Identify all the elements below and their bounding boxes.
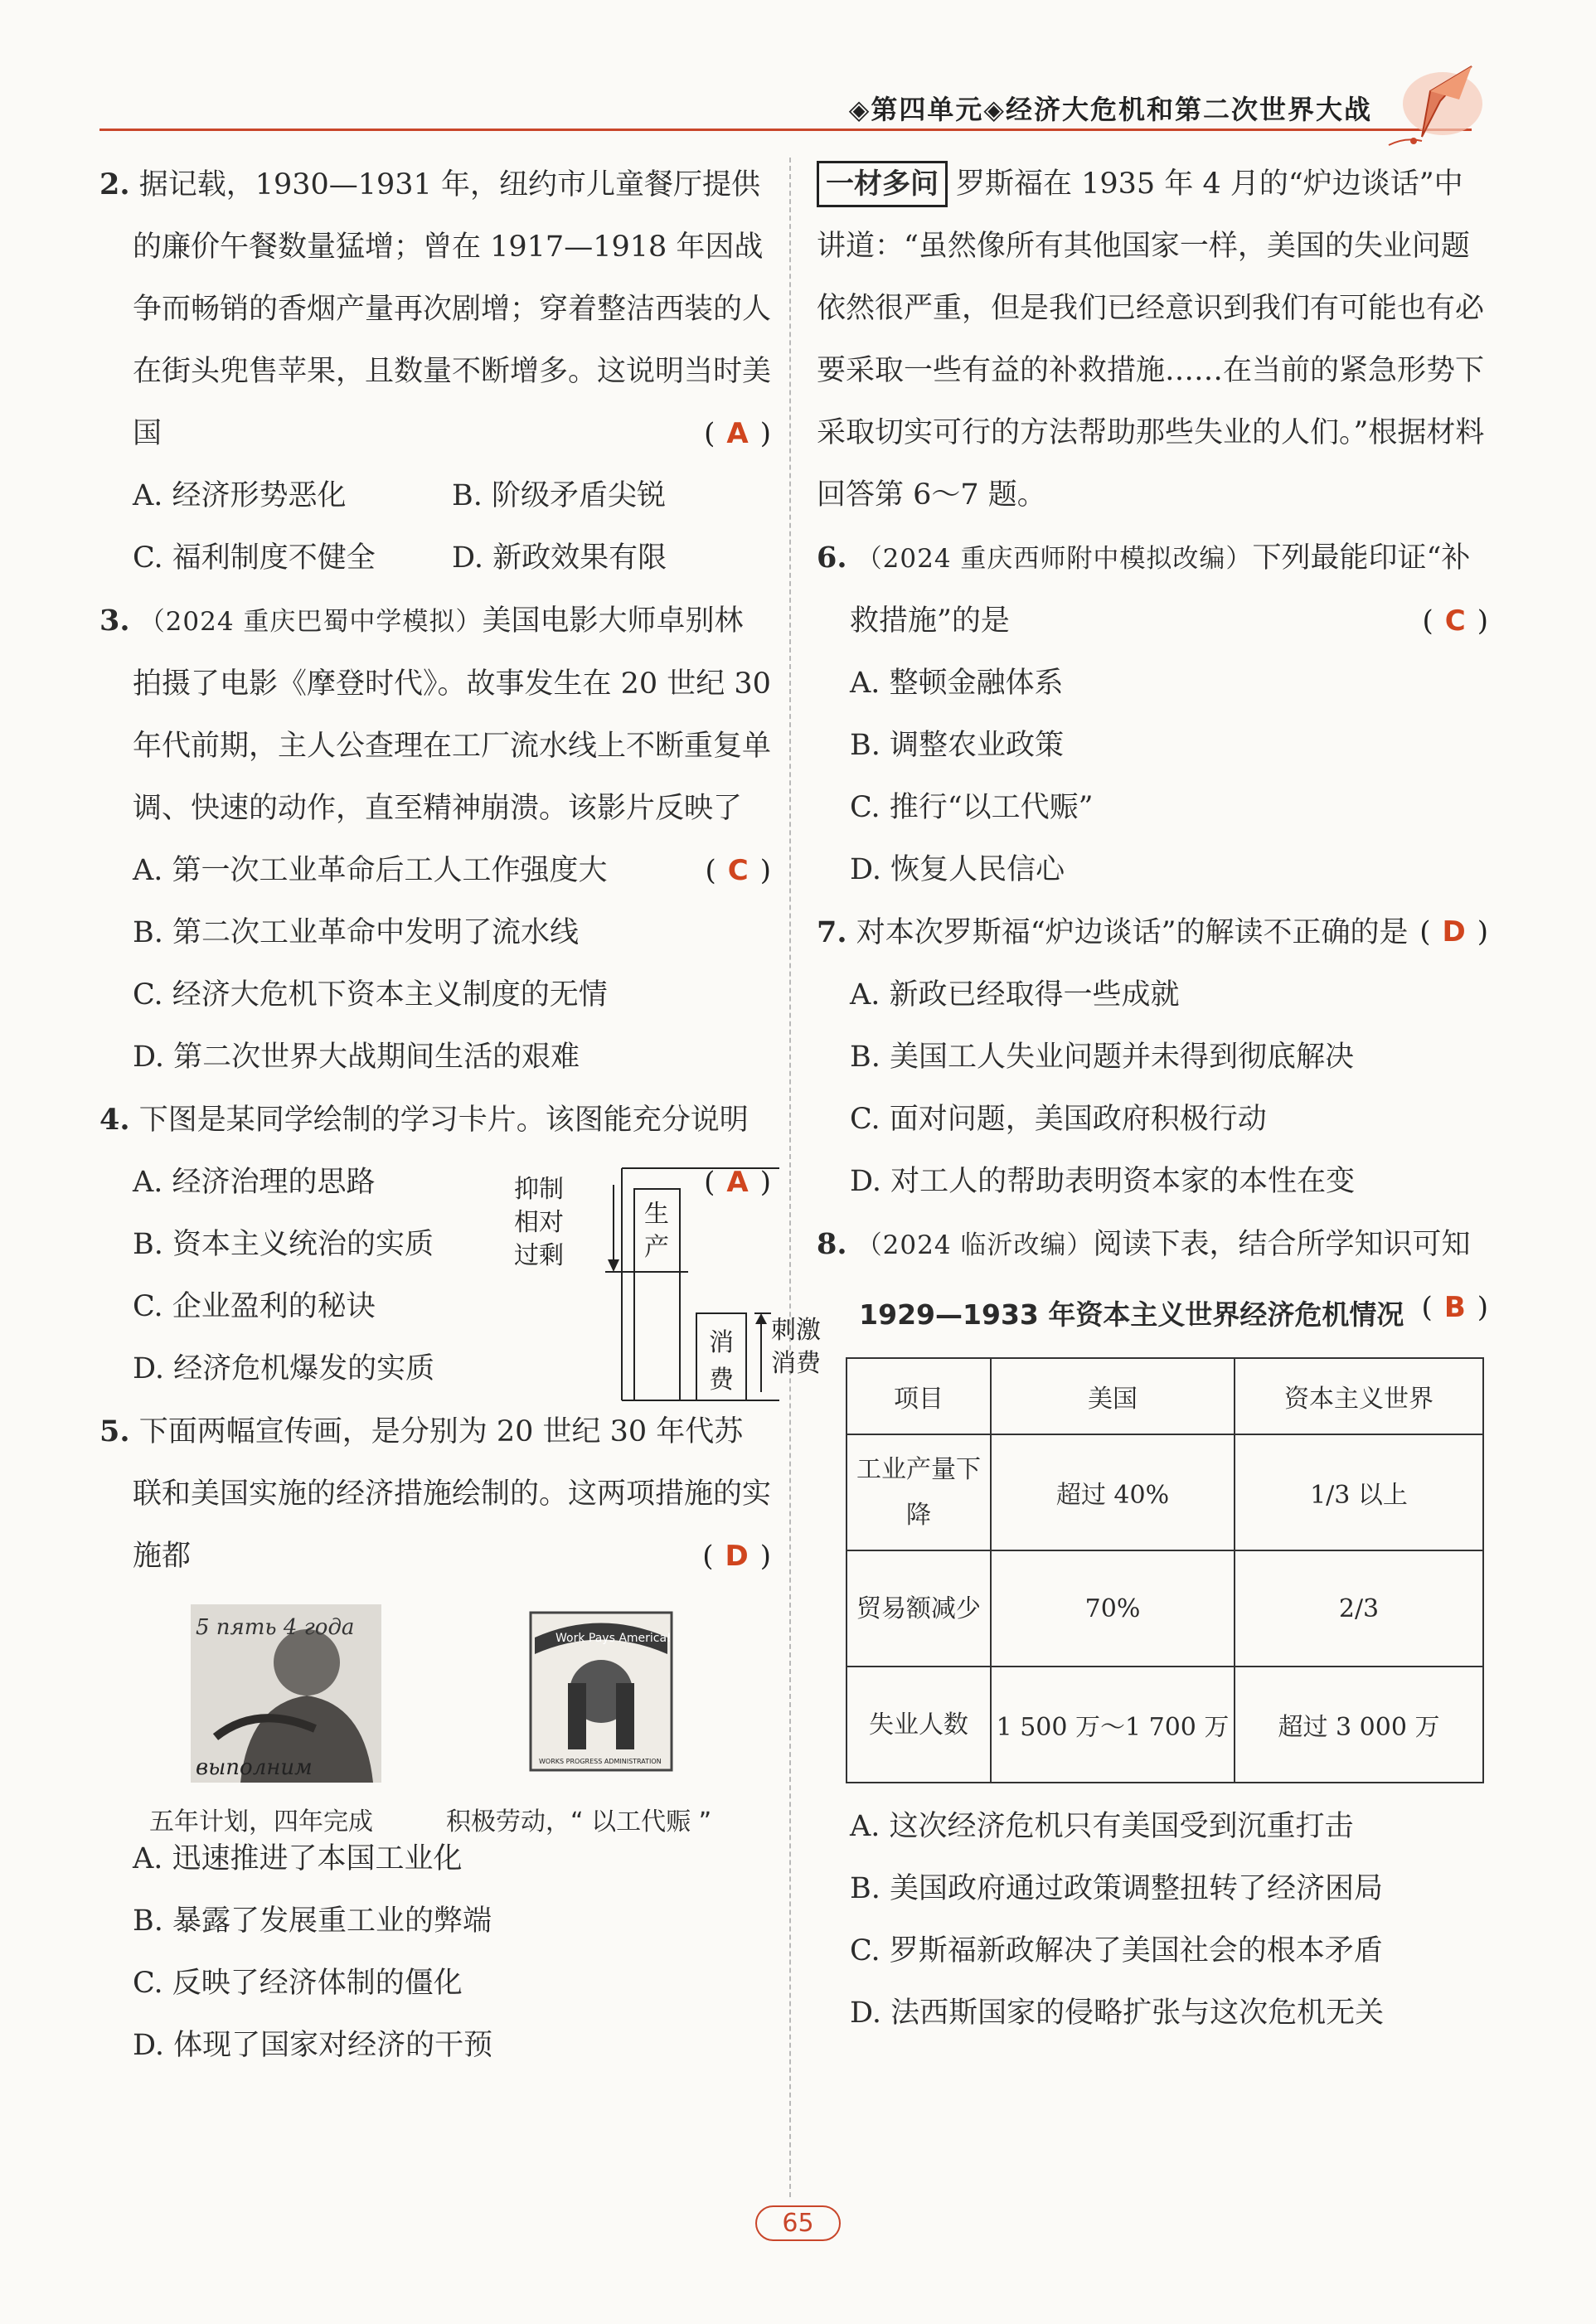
option-a[interactable]: A. 新政已经取得一些成就 bbox=[850, 978, 1180, 1012]
right-column bbox=[817, 153, 1488, 2045]
option-c[interactable]: C. 推行“以工代赈” bbox=[850, 791, 1094, 824]
question-text: 对本次罗斯福“炉边谈话”的解读不正确的是 bbox=[856, 916, 1409, 949]
diagram-label: 消费 bbox=[771, 1349, 821, 1378]
table-header: 资本主义世界 bbox=[1235, 1358, 1483, 1434]
answer-letter: A bbox=[726, 417, 749, 450]
pen-decoration-icon bbox=[1380, 58, 1488, 149]
learning-card-diagram bbox=[497, 1152, 821, 1417]
question-text: 据记载，1930—1931 年，纽约市儿童餐厅提供的廉价午餐数量猛增；曾在 1917—1918 年因战争而畅销的香烟产量再次剧增；穿着整洁西装的人在街头兜售苹果，且数量不断增多。这说明当时美国 bbox=[133, 168, 772, 450]
option-b[interactable]: B. 暴露了发展重工业的弊端 bbox=[133, 1904, 492, 1938]
poster-caption: 五年计划，四年完成 bbox=[149, 1807, 373, 1836]
material-text: 罗斯福在 1935 年 4 月的“炉边谈话”中讲道：“虽然像所有其他国家一样，美国的失业问题依然很严重，但是我们已经意识到我们有可能也有必要采取一些有益的补救措施……在当前的紧急形势下采取切实可行的方法帮助那些失业的人们。”根据材料回答第 6～7 题。 bbox=[817, 167, 1485, 512]
question-4 bbox=[99, 1089, 821, 1400]
question-4-body bbox=[99, 1152, 821, 1400]
material-passage bbox=[817, 153, 1488, 526]
question-6 bbox=[817, 526, 1488, 901]
propaganda-posters bbox=[99, 1604, 771, 1836]
question-5 bbox=[99, 1400, 771, 2077]
option-c[interactable]: C. 经济大危机下资本主义制度的无情 bbox=[133, 978, 608, 1012]
option-b[interactable]: B. 资本主义统治的实质 bbox=[133, 1228, 434, 1261]
question-2 bbox=[99, 153, 771, 589]
option-c[interactable]: C. 企业盈利的秘诀 bbox=[133, 1290, 376, 1323]
table-cell: 1/3 以上 bbox=[1235, 1434, 1483, 1550]
option-a[interactable]: A. 迅速推进了本国工业化 bbox=[133, 1842, 463, 1875]
question-source: （2024 临沂改编） bbox=[856, 1230, 1094, 1260]
diagram-label: 刺激 bbox=[771, 1316, 821, 1345]
diagram-label: 费 bbox=[709, 1366, 734, 1395]
diagram-label: 生 bbox=[644, 1200, 669, 1229]
option-d[interactable]: D. 经济危机爆发的实质 bbox=[133, 1352, 435, 1385]
question-text: 下面两幅宣传画，是分别为 20 世纪 30 年代苏联和美国实施的经济措施绘制的。这两项措施的实施都 bbox=[133, 1415, 772, 1573]
diagram-label: 抑制 bbox=[514, 1175, 564, 1204]
page-number: 65 bbox=[755, 2205, 840, 2241]
option-c[interactable]: C. 福利制度不健全 bbox=[133, 541, 376, 575]
table-cell: 超过 3 000 万 bbox=[1235, 1667, 1483, 1783]
question-number: 3. bbox=[99, 604, 130, 638]
table-cell: 失业人数 bbox=[847, 1667, 991, 1783]
option-c[interactable]: C. 面对问题，美国政府积极行动 bbox=[850, 1103, 1267, 1136]
answer-letter: B bbox=[1443, 1291, 1466, 1324]
option-d[interactable]: D. 对工人的帮助表明资本家的本性在变 bbox=[850, 1165, 1356, 1198]
answer-bracket: ( D ) bbox=[702, 1540, 771, 1573]
question-7 bbox=[817, 901, 1488, 1213]
option-b[interactable]: B. 美国工人失业问题并未得到彻底解决 bbox=[850, 1041, 1354, 1074]
question-text: 美国电影大师卓别林拍摄了电影《摩登时代》。故事发生在 20 世纪 30 年代前期，主人公查理在工厂流水线上不断重复单调、快速的动作，直至精神崩溃。该影片反映了 bbox=[133, 604, 772, 825]
left-column bbox=[99, 153, 821, 2077]
option-a[interactable]: A. 整顿金融体系 bbox=[850, 667, 1064, 700]
question-text: 下列最能印证“补救措施”的是 bbox=[850, 541, 1471, 638]
poster-text: 5 пять 4 года bbox=[196, 1615, 355, 1640]
option-a[interactable]: A. 经济形势恶化 bbox=[133, 479, 347, 512]
diagram-label: 消 bbox=[709, 1328, 734, 1357]
question-number: 5. bbox=[99, 1414, 130, 1448]
answer-bracket: ( B ) bbox=[1421, 1291, 1488, 1324]
diagram-label: 产 bbox=[644, 1233, 669, 1262]
table-title: 1929—1933 年资本主义世界经济危机情况 bbox=[859, 1298, 1404, 1331]
option-d[interactable]: D. 体现了国家对经济的干预 bbox=[133, 2029, 493, 2062]
table-row bbox=[847, 1434, 1483, 1550]
question-number: 2. bbox=[99, 167, 130, 201]
diagram-label: 相对 bbox=[514, 1208, 564, 1237]
table-header-row bbox=[847, 1358, 1483, 1434]
table-cell: 超过 40% bbox=[991, 1434, 1235, 1550]
option-d[interactable]: D. 新政效果有限 bbox=[452, 541, 667, 575]
column-divider bbox=[789, 158, 791, 2197]
option-d[interactable]: D. 恢复人民信心 bbox=[850, 853, 1065, 886]
answer-bracket: ( C ) bbox=[705, 854, 771, 887]
answer-bracket: ( A ) bbox=[704, 1166, 771, 1199]
soviet-poster-image bbox=[191, 1604, 381, 1783]
table-cell: 2/3 bbox=[1235, 1550, 1483, 1667]
table-row bbox=[847, 1550, 1483, 1667]
table-cell: 70% bbox=[991, 1550, 1235, 1667]
option-b[interactable]: B. 美国政府通过政策调整扭转了经济困局 bbox=[850, 1872, 1383, 1905]
table-row bbox=[847, 1667, 1483, 1783]
question-number: 4. bbox=[99, 1103, 130, 1137]
diagram-label: 过剩 bbox=[514, 1241, 564, 1270]
page-footer bbox=[0, 2205, 1596, 2241]
question-3 bbox=[99, 589, 771, 1089]
poster-text: WORKS PROGRESS ADMINISTRATION bbox=[539, 1758, 662, 1765]
answer-letter: A bbox=[726, 1166, 749, 1199]
table-cell: 工业产量下降 bbox=[847, 1434, 991, 1550]
table-cell: 1 500 万～1 700 万 bbox=[991, 1667, 1235, 1783]
crisis-table bbox=[846, 1357, 1484, 1783]
option-d[interactable]: D. 第二次世界大战期间生活的艰难 bbox=[133, 1041, 580, 1074]
option-c[interactable]: C. 反映了经济体制的僵化 bbox=[133, 1967, 463, 2000]
option-b[interactable]: B. 调整农业政策 bbox=[850, 729, 1064, 762]
answer-letter: C bbox=[727, 854, 749, 887]
answer-bracket: ( D ) bbox=[1419, 915, 1488, 949]
answer-letter: D bbox=[1442, 915, 1466, 949]
poster-caption: 积极劳动，“ 以工代赈 ” bbox=[446, 1807, 712, 1836]
page-header bbox=[99, 79, 1530, 137]
question-text: 阅读下表，结合所学知识可知 bbox=[1093, 1228, 1471, 1261]
option-b[interactable]: B. 阶级矛盾尖锐 bbox=[452, 479, 666, 512]
question-source: （2024 重庆巴蜀中学模拟） bbox=[138, 607, 483, 637]
answer-letter: C bbox=[1444, 604, 1466, 638]
answer-letter: D bbox=[725, 1540, 749, 1573]
option-a[interactable]: A. 经济治理的思路 bbox=[133, 1166, 376, 1199]
option-a[interactable]: A. 第一次工业革命后工人工作强度大 bbox=[133, 854, 608, 887]
question-number: 8. bbox=[817, 1227, 847, 1261]
question-number: 6. bbox=[817, 541, 847, 575]
option-a[interactable]: A. 这次经济危机只有美国受到沉重打击 bbox=[850, 1810, 1354, 1843]
question-8-options bbox=[817, 1796, 1488, 2045]
option-d[interactable]: D. 法西斯国家的侵略扩张与这次危机无关 bbox=[850, 1997, 1385, 2030]
question-source: （2024 重庆西师附中模拟改编） bbox=[856, 544, 1253, 574]
table-header: 美国 bbox=[991, 1358, 1235, 1434]
unit-title: ◈第四单元◈经济大危机和第二次世界大战 bbox=[848, 94, 1372, 125]
header-rule bbox=[99, 129, 1472, 131]
poster-text: Work Pays America! bbox=[555, 1632, 672, 1645]
question-number: 7. bbox=[817, 915, 847, 949]
poster-text: выполним bbox=[196, 1755, 313, 1780]
table-cell: 贸易额减少 bbox=[847, 1550, 991, 1667]
table-header: 项目 bbox=[847, 1358, 991, 1434]
option-b[interactable]: B. 第二次工业革命中发明了流水线 bbox=[133, 916, 579, 949]
answer-bracket: ( A ) bbox=[704, 417, 771, 450]
material-badge: 一材多问 bbox=[817, 161, 948, 207]
american-poster-image bbox=[514, 1604, 688, 1783]
question-text: 下图是某同学绘制的学习卡片。该图能充分说明 bbox=[138, 1104, 749, 1137]
options-row bbox=[99, 465, 771, 527]
options-row bbox=[99, 527, 771, 589]
answer-bracket: ( C ) bbox=[1422, 604, 1488, 638]
option-c[interactable]: C. 罗斯福新政解决了美国社会的根本矛盾 bbox=[850, 1934, 1383, 1967]
